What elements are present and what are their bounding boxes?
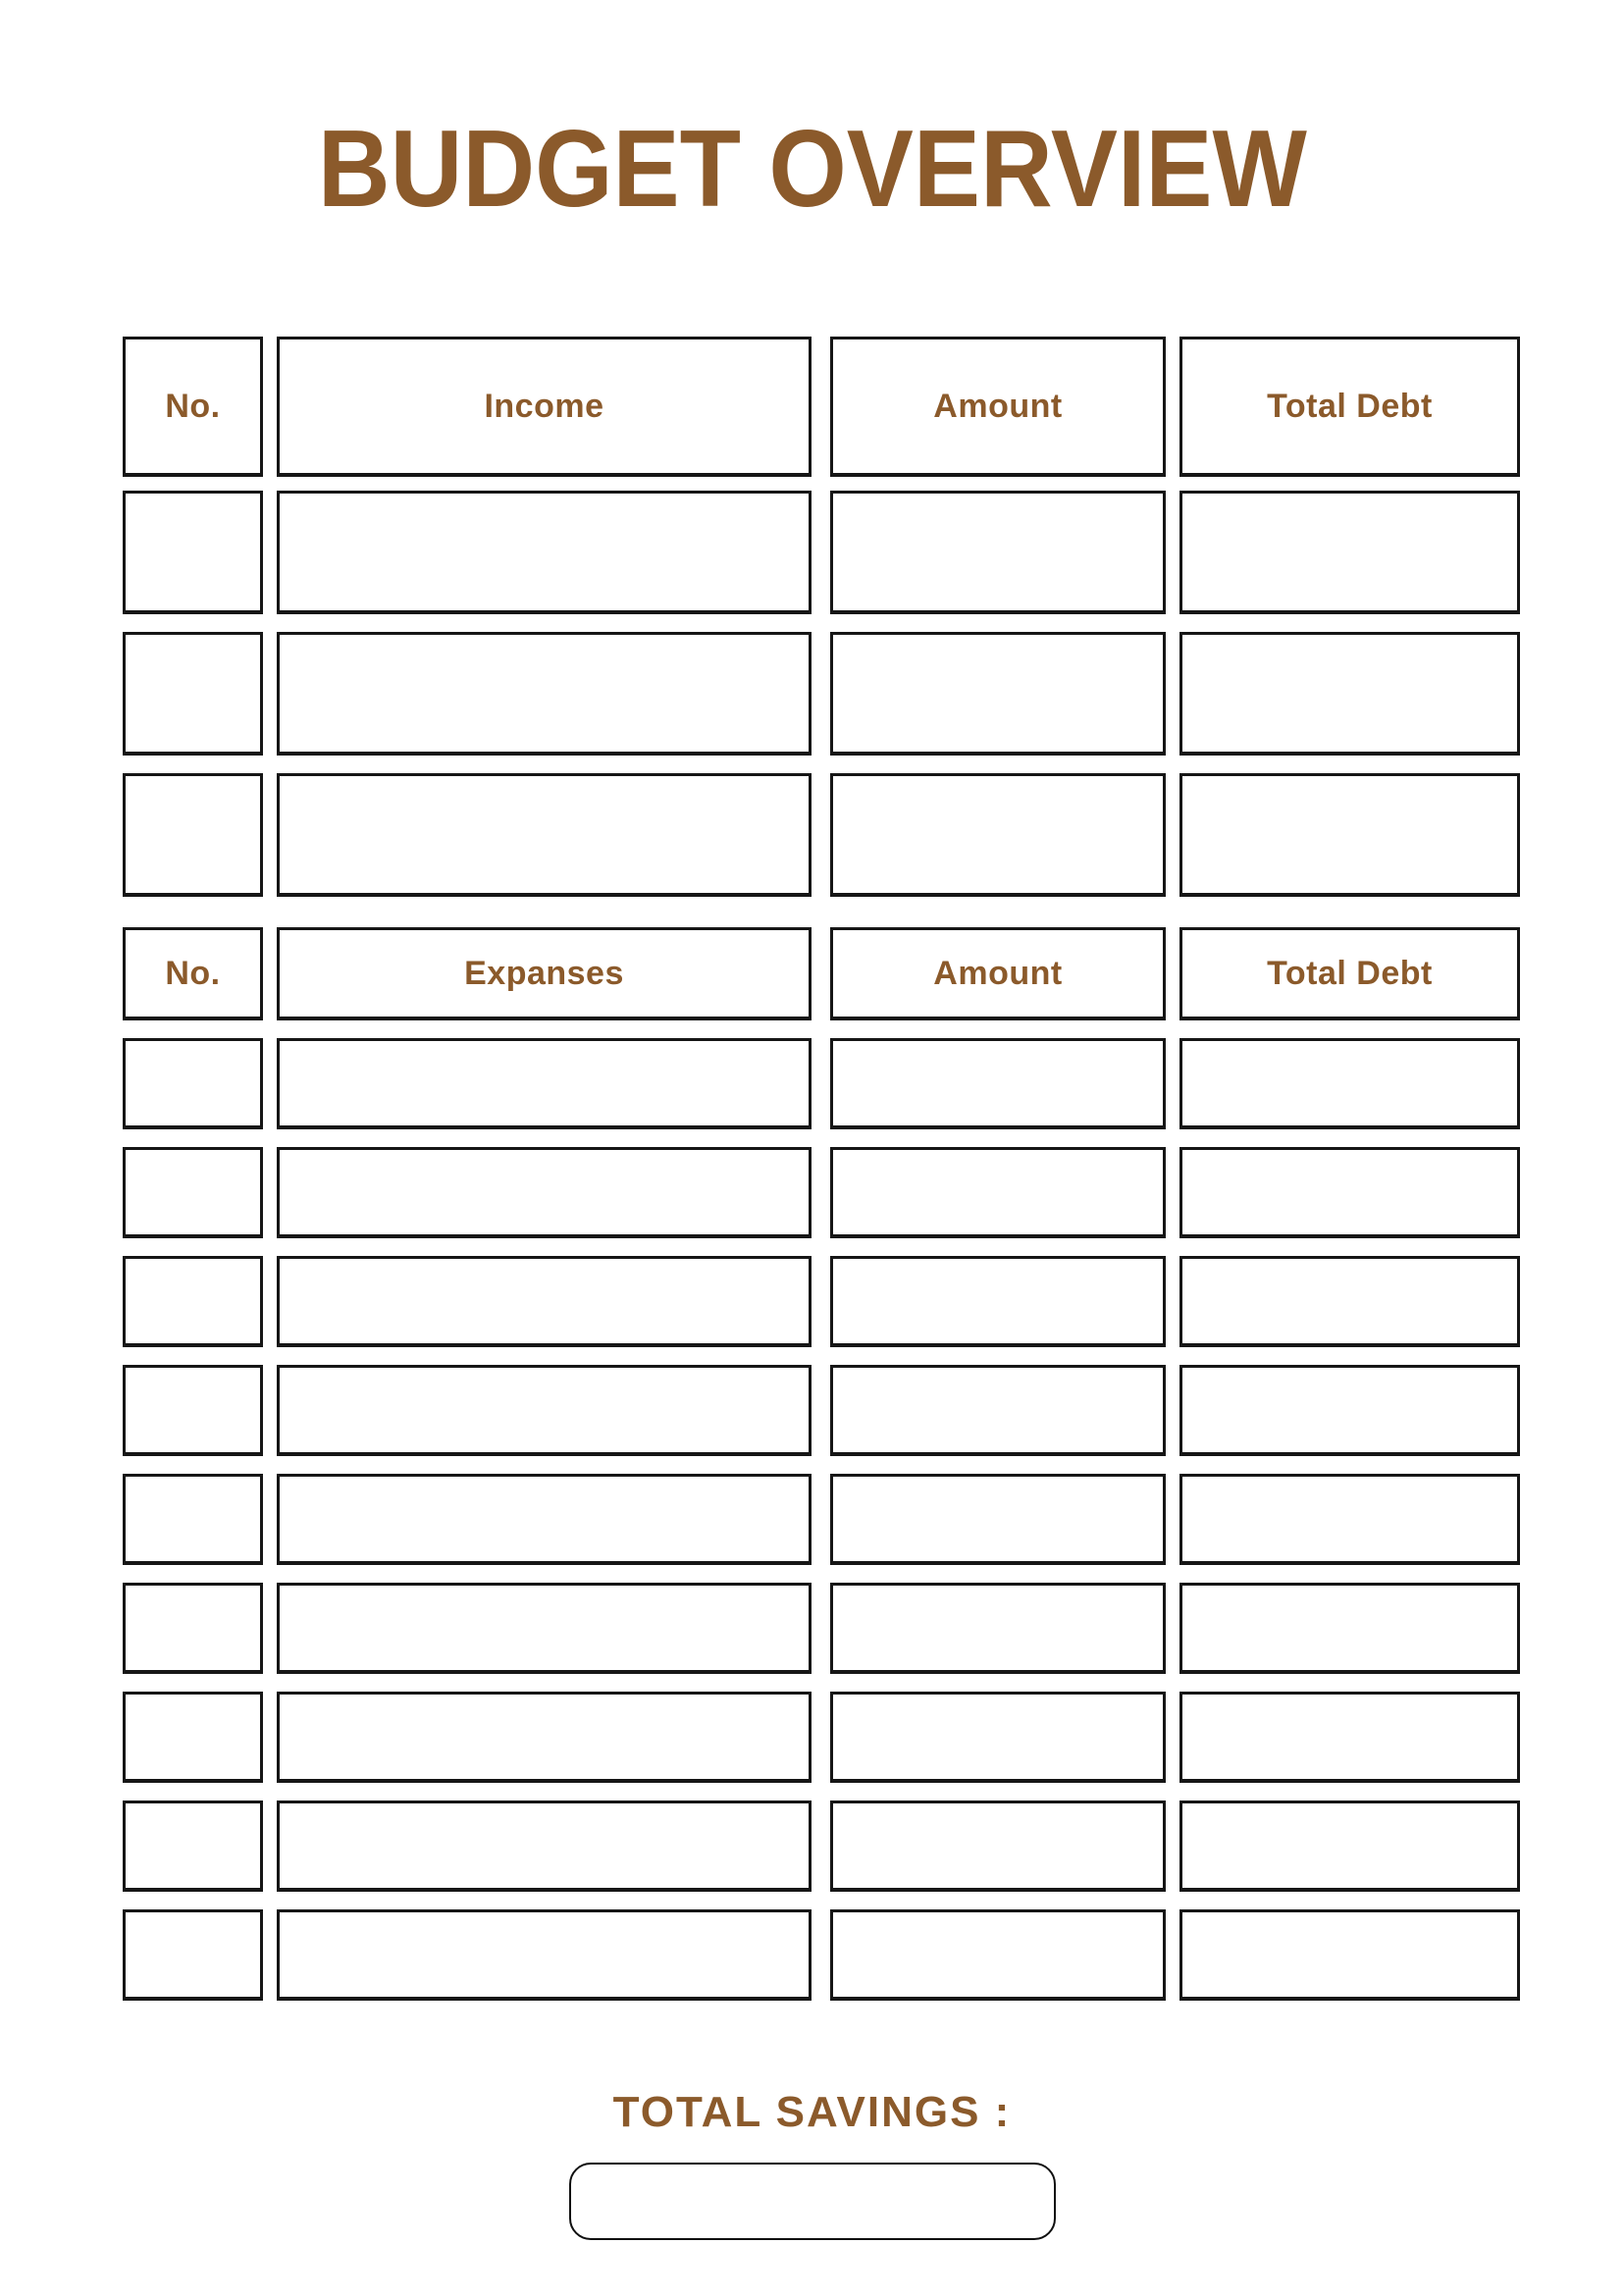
amount-cell[interactable] (830, 773, 1166, 897)
expense-row (123, 1474, 1520, 1565)
expense-name-cell[interactable] (277, 1800, 812, 1892)
expense-name-cell[interactable] (277, 1474, 812, 1565)
total-debt-cell[interactable] (1179, 491, 1520, 614)
income-header-no: No. (123, 337, 263, 477)
total-debt-cell[interactable] (1179, 1583, 1520, 1674)
row-number-cell[interactable] (123, 1365, 263, 1456)
amount-cell[interactable] (830, 1692, 1166, 1783)
income-header-amount: Amount (830, 337, 1166, 477)
expense-name-cell[interactable] (277, 1038, 812, 1129)
expense-row (123, 1692, 1520, 1783)
amount-cell[interactable] (830, 1909, 1166, 2001)
amount-cell[interactable] (830, 1256, 1166, 1347)
expense-name-cell[interactable] (277, 1909, 812, 2001)
row-number-cell[interactable] (123, 1583, 263, 1674)
amount-cell[interactable] (830, 491, 1166, 614)
expense-row (123, 1038, 1520, 1129)
total-debt-cell[interactable] (1179, 1365, 1520, 1456)
total-debt-cell[interactable] (1179, 1038, 1520, 1129)
expense-header-row (123, 927, 1520, 1020)
expense-row (123, 1800, 1520, 1892)
total-debt-cell[interactable] (1179, 1474, 1520, 1565)
row-number-cell[interactable] (123, 632, 263, 756)
page-title-text: BUDGET OVERVIEW (317, 108, 1307, 231)
total-debt-cell[interactable] (1179, 1909, 1520, 2001)
total-savings-label: TOTAL SAVINGS : (612, 2088, 1012, 2136)
expense-name-cell[interactable] (277, 1583, 812, 1674)
row-number-cell[interactable] (123, 773, 263, 897)
total-debt-cell[interactable] (1179, 632, 1520, 756)
expense-row (123, 1583, 1520, 1674)
row-number-cell[interactable] (123, 1147, 263, 1238)
row-number-cell[interactable] (123, 491, 263, 614)
expense-header-total-debt: Total Debt (1179, 927, 1520, 1020)
total-debt-cell[interactable] (1179, 1256, 1520, 1347)
expense-row (123, 1256, 1520, 1347)
expense-name-cell[interactable] (277, 1147, 812, 1238)
page-title (0, 108, 1624, 231)
expense-header-category: Expanses (277, 927, 812, 1020)
amount-cell[interactable] (830, 1800, 1166, 1892)
amount-cell[interactable] (830, 1038, 1166, 1129)
row-number-cell[interactable] (123, 1800, 263, 1892)
amount-cell[interactable] (830, 1474, 1166, 1565)
total-debt-cell[interactable] (1179, 1147, 1520, 1238)
amount-cell[interactable] (830, 632, 1166, 756)
row-number-cell[interactable] (123, 1909, 263, 2001)
income-row (123, 773, 1520, 897)
income-row (123, 632, 1520, 756)
expense-rows (123, 1038, 1520, 2001)
income-name-cell[interactable] (277, 773, 812, 897)
expense-name-cell[interactable] (277, 1256, 812, 1347)
income-header-row (123, 337, 1520, 477)
amount-cell[interactable] (830, 1365, 1166, 1456)
income-row (123, 491, 1520, 614)
expense-name-cell[interactable] (277, 1365, 812, 1456)
expense-row (123, 1909, 1520, 2001)
expense-row (123, 1365, 1520, 1456)
amount-cell[interactable] (830, 1583, 1166, 1674)
expense-header-no: No. (123, 927, 263, 1020)
income-header-category: Income (277, 337, 812, 477)
expense-header-amount: Amount (830, 927, 1166, 1020)
total-debt-cell[interactable] (1179, 773, 1520, 897)
income-table (123, 337, 1520, 914)
expense-row (123, 1147, 1520, 1238)
expense-name-cell[interactable] (277, 1692, 812, 1783)
income-header-total-debt: Total Debt (1179, 337, 1520, 477)
total-debt-cell[interactable] (1179, 1800, 1520, 1892)
row-number-cell[interactable] (123, 1474, 263, 1565)
total-savings-input[interactable] (569, 2163, 1056, 2240)
expense-table (123, 927, 1520, 2018)
income-rows (123, 491, 1520, 897)
amount-cell[interactable] (830, 1147, 1166, 1238)
row-number-cell[interactable] (123, 1692, 263, 1783)
income-name-cell[interactable] (277, 632, 812, 756)
row-number-cell[interactable] (123, 1256, 263, 1347)
row-number-cell[interactable] (123, 1038, 263, 1129)
income-name-cell[interactable] (277, 491, 812, 614)
total-debt-cell[interactable] (1179, 1692, 1520, 1783)
